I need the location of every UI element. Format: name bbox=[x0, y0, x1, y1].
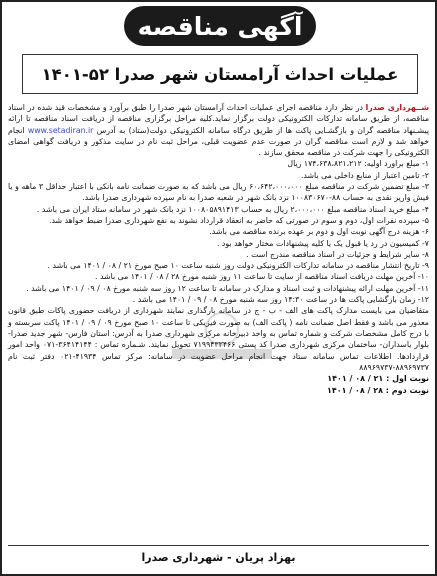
list-item: ۶- هزینه درج آگهی نوبت اول و دوم بر عهده برنده مناقصه می باشد. bbox=[209, 227, 429, 237]
notice-subtitle: عملیات احداث آرامستان شهر صدرا ۵۲-۱۴۰۱ bbox=[41, 64, 399, 84]
list-item: ۱۱- آخرین مهلت ارائه پیشنهادات و ثبت اسناد و مدارک در سامانه تا ساعت ۱۲ روز سه شنبه مورخ ۰۸ / ۰۹ / ۱۴۰۱ می باشد . bbox=[26, 283, 429, 293]
list-item: ۱- مبلغ براورد اولیه: ۱۷۴،۶۳۸،۸۲۱،۲۱۲ ریال bbox=[287, 159, 429, 169]
list-item: ۸- سایر شرایط و جزئیات در اسناد مناقصه مندرج است . bbox=[246, 249, 429, 259]
list-item: ۱۰- آخرین مهلت دریافت اسناد مناقصه از سایت تا ساعت ۱۱ روز شنبه مورخ ۲۸ / ۰۸ / ۱۴۰۱ می باشد . bbox=[95, 272, 429, 282]
intro-text-2: انجام خواهد شد و لازم است مناقصه گران در صورت عدم عضویت قبلی، مراحل ثبت نام در سایت مذکور و دریافت گواهی امضای الکترونیکی را جهت شرکت در مناقصه محقق سازند . bbox=[8, 125, 429, 158]
publish-date-second: نوبت دوم : ۲۸ / ۰۸ / ۱۴۰۱ bbox=[326, 386, 429, 396]
intro-paragraph bbox=[8, 102, 429, 158]
footer-signature: بهزاد پریان - شهرداری صدرا bbox=[141, 550, 296, 564]
organization-name: شــهرداری صدرا bbox=[365, 103, 429, 112]
list-item: ۷- کمیسیون در رد یا قبول یک یا کلیه پیشنهادات مختار خواهد بود . bbox=[216, 238, 429, 248]
setad-link[interactable]: www.setadiran.ir bbox=[27, 125, 94, 135]
list-item: ۲- تامین اعتبار از منابع داخلی می باشد. bbox=[300, 170, 429, 180]
notice-title-banner bbox=[124, 6, 316, 46]
list-item: ۳- مبلغ تضمین شرکت در مناقصه مبلغ ۶۰،۶۴۲،۰۰۰،۰۰۰ ریال می باشد که به صورت ضمانت نامه بانکی با اعتبار حداقل ۳ ماهه و یا فیش واریز نقدی به حساب ۸۸-۱۰۰۸۳۰۶۷۰ نزد بانک شهر در شعبه صدرا به نام سپرده شهرداری صدرا باشد. bbox=[8, 182, 429, 203]
notice-title: آگهی مناقصه bbox=[137, 11, 303, 41]
intro-text: در نظر دارد مناقصه اجرای عملیات احداث آرامستان شهر صدرا را طبق برآورد و مشخصات قید شده در اسناد مناقصه، از طریق سامانه تدارکات الکترونیکی دولت برگزار نماید.کلیه مراحل برگزاری مناقصه از دریافت اسناد مناقصه تا ارائه پیشـنهاد مناقصه گران و بازگشـایی پاکت ها از طریق درگاه سامانه الکترونیکی دولت(ستاد) به آدرس bbox=[8, 103, 429, 135]
list-item: ۵- سپرده نفرات اول، دوم و سوم در صورتی که حاضر به انعقاد قرارداد نشوند به نفع شهرداری صدرا ضبط خواهد شد. bbox=[48, 215, 429, 225]
list-item: ۴- مبلغ خرید اسناد مناقصه مبلغ ۲،۰۰۰،۰۰۰ ریال به حساب ۱۰۰۸۰۵۸۹۱۴۱۳ نزد بانک شهر در سامانه ستاد ایران می باشد . bbox=[36, 204, 429, 214]
list-item: ۱۲- زمان بازگشایی پاکت ها در ساعت ۱۴:۳۰ روز سه شنبه مورخ ۰۸ / ۰۹ / ۱۴۰۱ می باشد . bbox=[132, 295, 429, 305]
notice-footer bbox=[8, 545, 429, 568]
list-item: ۹- تاریخ انتشار مناقصه در سامانه تدارکات الکترونیکی دولت روز شنبه ساعت ۱۰ صبح مورخ ۲۱ / ۰۸ / ۱۴۰۱ می باشد . bbox=[47, 261, 429, 271]
notice-subtitle-box bbox=[22, 54, 418, 94]
notice-body bbox=[8, 102, 429, 397]
publish-date-first: نوبت اول : ۲۱ / ۰۸ / ۱۴۰۱ bbox=[327, 374, 429, 384]
closing-paragraph: متقاضیان می بایست مدارک پاکت های الف - ب - ج در سامانه بارگذاری نمایند شهرداری از دریافت حضوری پاکات طبق قانون معذور می باشد و فقط اصل ضمانت نامه ( پاکت الف) به صورت فیزیکی تا ساعت ۱۰ صبح مورخ ۰۹ / ۰۹ / ۱۴۰۱ پاکت سربسته و با درج کامل مشخصات شرکت و شماره تماس به واحد دبیرخانه مرکزی شهرداری صدرا به آدرس: استان فارس- شهر جدید صدرا- بلوار یاسداران- ساختمان مرکزی شهرداری صدرا کد پستی ۷۱۹۹۴۳۳۴۶۶ تحویل نمایند. شـماره تماس : ۳۶۴۱۴۱۴۴-۰۷۱ واحد امور قراردادها. اطلاعات تماس سامانه ستاد جهت انجام مراحل عضویت در سامانه: مرکز تماس ۴۱۹۳۴-۰۲۱ دفتر ثبت نام ۸۸۹۶۹۷۳۷-۸۸۹۶۹۷۳۷ bbox=[8, 306, 430, 372]
